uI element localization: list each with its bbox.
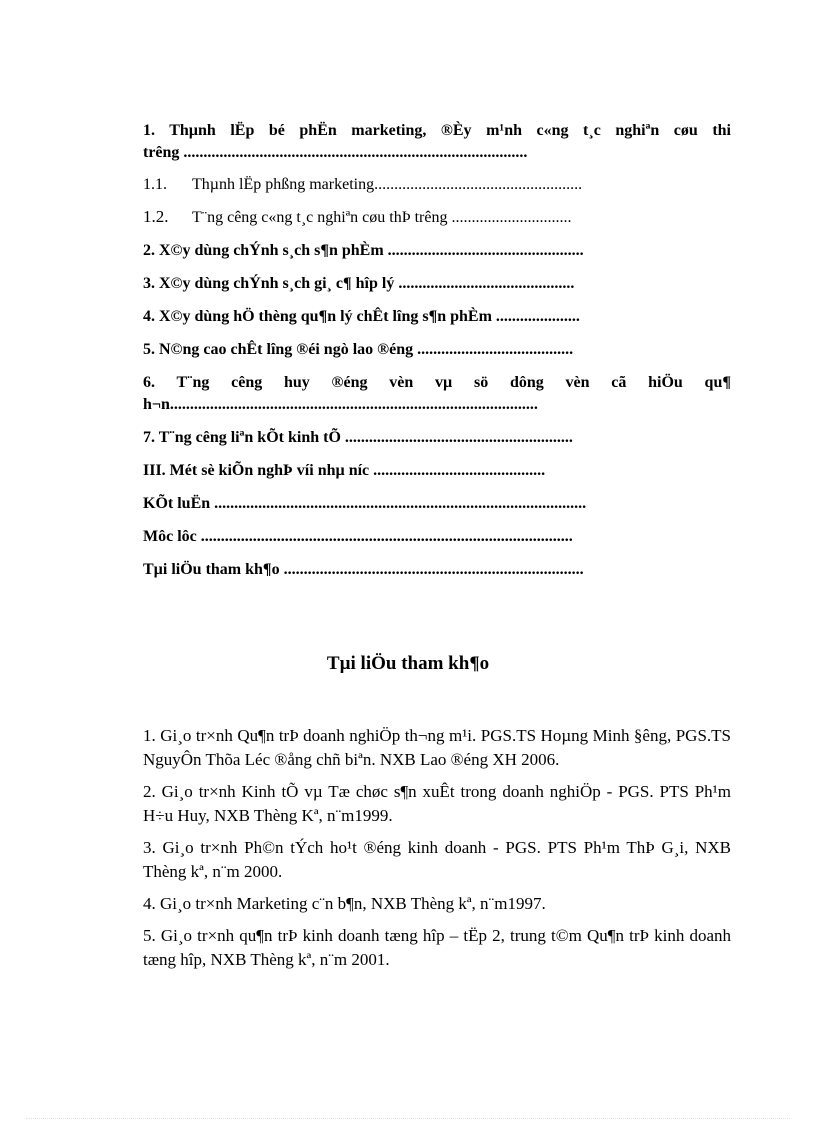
toc-item-text: h¬n............................................................................................ <box>143 396 538 413</box>
toc-item-text: III. Mét sè kiÕn nghÞ víi nhµ níc ........................................... <box>143 462 546 479</box>
toc-item-text: Môc lôc ............................................................................................. <box>143 528 573 545</box>
toc-item-1 <box>143 120 731 142</box>
toc-item-contents <box>143 526 731 548</box>
reference-item: 3. Gi¸o tr×nh Ph©n tÝch ho¹t ®éng kinh doanh - PGS. PTS Ph¹m ThÞ G¸i, NXB Thèng kª, n¨m 2000. <box>143 838 731 881</box>
toc-item-text: T¨ng cêng c«ng t¸c nghiªn cøu thÞ trêng .............................. <box>192 209 572 226</box>
reference-item: 2. Gi¸o tr×nh Kinh tÕ vµ Tæ chøc s¶n xuÊt trong doanh nghiÖp - PGS. PTS Ph¹m H÷u Huy, NXB Thèng Kª, n¨m1999. <box>143 782 731 825</box>
toc-item-1-cont <box>143 142 731 164</box>
toc-item-text: trêng ...................................................................................... <box>143 144 528 161</box>
reference-item: 1. Gi¸o tr×nh Qu¶n trÞ doanh nghiÖp th¬ng m¹i. PGS.TS Hoµng Minh §êng, PGS.TS NguyÔn Thõa Léc ®ång chñ biªn. NXB Lao ®éng XH 2006. <box>143 726 731 769</box>
toc-item-5 <box>143 339 731 361</box>
toc-item-text: Tµi liÖu tham kh¶o ........................................................................... <box>143 561 584 578</box>
toc-item-text: 1. Thµnh lËp bé phËn marketing, ®Èy m¹nh c«ng t¸c nghiªn cøu thi <box>143 122 731 139</box>
toc-item-2 <box>143 240 731 262</box>
page-bottom-divider <box>26 1118 790 1119</box>
toc-item-text: 3. X©y dùng chÝnh s¸ch gi¸ c¶ hîp lý ............................................ <box>143 275 575 292</box>
toc-item-recommendations <box>143 460 731 482</box>
toc-item-4 <box>143 306 731 328</box>
references-heading: Tµi liÖu tham kh¶o <box>326 653 490 674</box>
reference-item: 5. Gi¸o tr×nh qu¶n trÞ kinh doanh tæng hîp – tËp 2, trung t©m Qu¶n trÞ kinh doanh tæng hîp, NXB Thèng kª, n¨m 2001. <box>143 926 731 969</box>
toc-item-conclusion <box>143 493 731 515</box>
toc-item-text: 4. X©y dùng hÖ thèng qu¶n lý chÊt lîng s¶n phÈm ..................... <box>143 308 580 325</box>
toc-item-references <box>143 559 731 581</box>
toc-item-text: 7. T¨ng cêng liªn kÕt kinh tÕ ......................................................... <box>143 429 573 446</box>
table-of-contents <box>143 120 731 581</box>
toc-item-text: 6. T¨ng cêng huy ®éng vèn vµ sö dông vèn cã hiÖu qu¶ <box>143 374 731 391</box>
references-list <box>143 724 731 980</box>
toc-item-1-2 <box>143 206 731 229</box>
toc-item-text: 2. X©y dùng chÝnh s¸ch s¶n phÈm ................................................. <box>143 242 584 259</box>
toc-item-text: Thµnh lËp phßng marketing.................................................... <box>192 176 583 193</box>
toc-item-7 <box>143 427 731 449</box>
toc-item-text: KÕt luËn ............................................................................................. <box>143 495 587 512</box>
toc-item-1-1 <box>143 174 731 196</box>
toc-item-6-cont <box>143 394 731 416</box>
reference-item: 4. Gi¸o tr×nh Marketing c¨n b¶n, NXB Thèng kª, n¨m1997. <box>143 894 546 913</box>
toc-item-6 <box>143 372 731 394</box>
toc-item-text: 5. N©ng cao chÊt lîng ®éi ngò lao ®éng ....................................... <box>143 341 574 358</box>
toc-item-number: 1.2. <box>143 207 169 226</box>
toc-item-number: 1.1. <box>143 176 167 193</box>
toc-item-3 <box>143 273 731 295</box>
